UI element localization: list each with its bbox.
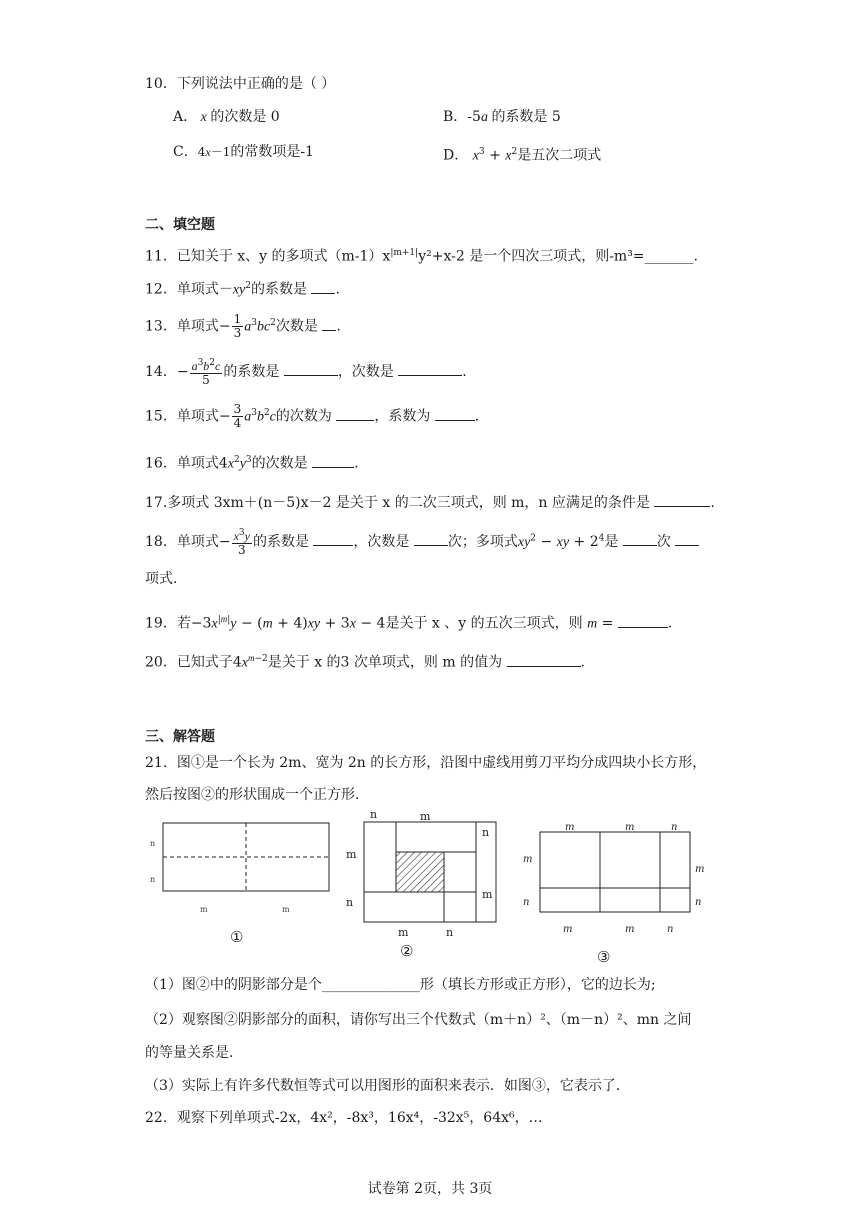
svg-text:m: m <box>565 822 575 833</box>
q21-part-3: （3）实际上有许多代数恒等式可以用图形的面积来表示．如图③，它表示了. <box>145 1078 621 1094</box>
answer-blank[interactable] <box>623 531 657 546</box>
svg-text:m: m <box>346 848 357 861</box>
q21-part-1: （1）图②中的阴影部分是个______________形（填长方形或正方形），它的边长为; <box>145 977 656 993</box>
q13: 13．单项式− $\frac{1}{3}$ $a^3bc^2$次数是 . <box>145 312 341 341</box>
svg-text:n: n <box>671 822 678 833</box>
figure-1-rectangle <box>145 808 345 948</box>
figure-2-label: ② <box>400 942 414 960</box>
q19: 19．若$-3x^{|m|}y - (m + 4)xy + 3x - 4$是关于 x 、y 的五次三项式，则 m = . <box>145 614 673 632</box>
answer-blank[interactable] <box>507 652 581 667</box>
answer-blank[interactable] <box>336 406 374 421</box>
answer-blank[interactable] <box>284 361 338 376</box>
q21-part-2a: （2）观察图②阴影部分的面积，请你写出三个代数式（m＋n）²、（m－n）²、mn 之间 <box>145 1012 692 1028</box>
figure-2-square <box>340 806 500 966</box>
q18-continued: 项式. <box>145 571 178 587</box>
q21-line-1: 21．图①是一个长为 2m、宽为 2n 的长方形，沿图中虚线用剪刀平均分成四块小长方形， <box>145 755 707 771</box>
svg-text:n: n <box>695 897 702 908</box>
answer-blank[interactable] <box>398 361 462 376</box>
q10-option-c: C．4x－1的常数项是-1 <box>173 144 314 160</box>
answer-blank[interactable] <box>311 279 335 294</box>
q15: 15．单项式− $\frac{3}{4}$ $a^3b^2c$的次数为 ，系数为 . <box>145 402 480 431</box>
page-footer: 试卷第 2页，共 3页 <box>367 1181 493 1197</box>
answer-blank[interactable] <box>654 492 710 507</box>
answer-blank[interactable] <box>312 453 354 468</box>
q21-part-2b: 的等量关系是. <box>145 1045 234 1061</box>
q20: 20．已知式子$4x^{m-2}$是关于 x 的3 次单项式，则 m 的值为 . <box>145 653 585 671</box>
q18: 18．单项式− $\frac{x^3y}{3}$ 的系数是 ，次数是 次；多项式$xy^2$ − xy + $2^4$是 次 <box>145 527 699 557</box>
q14: 14．− $\frac{a^3b^2c}{5}$ 的系数是 ，次数是 . <box>145 358 467 387</box>
q10-option-a: A． x 的次数是 0 <box>173 109 280 125</box>
svg-text:n: n <box>446 926 454 939</box>
svg-text:n: n <box>523 897 530 908</box>
answer-blank[interactable] <box>618 613 668 628</box>
svg-text:n: n <box>482 826 490 839</box>
svg-text:n: n <box>150 875 156 884</box>
svg-text:m: m <box>625 924 635 935</box>
svg-text:m: m <box>625 822 635 833</box>
svg-text:m: m <box>482 888 493 901</box>
q10-option-d: D． $x^3 + x^2$是五次二项式 <box>443 147 602 164</box>
svg-text:n: n <box>667 924 674 935</box>
q12: 12．单项式$-xy^2$的系数是 . <box>145 276 340 301</box>
svg-text:m: m <box>563 924 573 935</box>
answer-blank[interactable] <box>414 531 448 546</box>
q21-line-2: 然后按图②的形状围成一个正方形． <box>145 787 369 803</box>
svg-text:m: m <box>420 810 431 823</box>
svg-text:m: m <box>200 905 208 914</box>
answer-blank[interactable] <box>675 531 699 546</box>
answer-blank[interactable] <box>435 406 475 421</box>
svg-text:n: n <box>370 808 378 821</box>
svg-text:m: m <box>695 864 705 875</box>
q11: 11．已知关于 x、y 的多项式$(m-1)x^{|m+1|}y^2+x-2$ 是一个四次三项式，则-m³=_______. <box>145 248 698 265</box>
section-fill-in-title: 二、填空题 <box>145 217 215 233</box>
svg-text:m: m <box>282 905 290 914</box>
q16: 16．单项式$4x^2y^3$的次数是 . <box>145 450 359 475</box>
answer-blank[interactable] <box>313 531 353 546</box>
figure-1-label: ① <box>230 928 244 946</box>
svg-text:m: m <box>398 926 409 939</box>
q22: 22．观察下列单项式-2x，4x²，-8x³，16x⁴，-32x⁵，64x⁶，… <box>145 1110 543 1126</box>
q10-stem: 10．下列说法中正确的是（ ） <box>145 76 336 92</box>
q10-option-b: B．-5a 的系数是 5 <box>443 109 561 125</box>
figure-3-rectangle <box>515 820 715 968</box>
section-solve-title: 三、解答题 <box>145 729 215 745</box>
q17: 17.多项式 3xm＋(n－5)x－2 是关于 x 的二次三项式，则 m，n 应满足的条件是 . <box>145 492 715 513</box>
svg-text:n: n <box>346 896 354 909</box>
figure-3-label: ③ <box>597 948 611 966</box>
svg-text:n: n <box>150 839 156 848</box>
svg-text:m: m <box>523 854 533 865</box>
answer-blank[interactable] <box>322 316 336 331</box>
